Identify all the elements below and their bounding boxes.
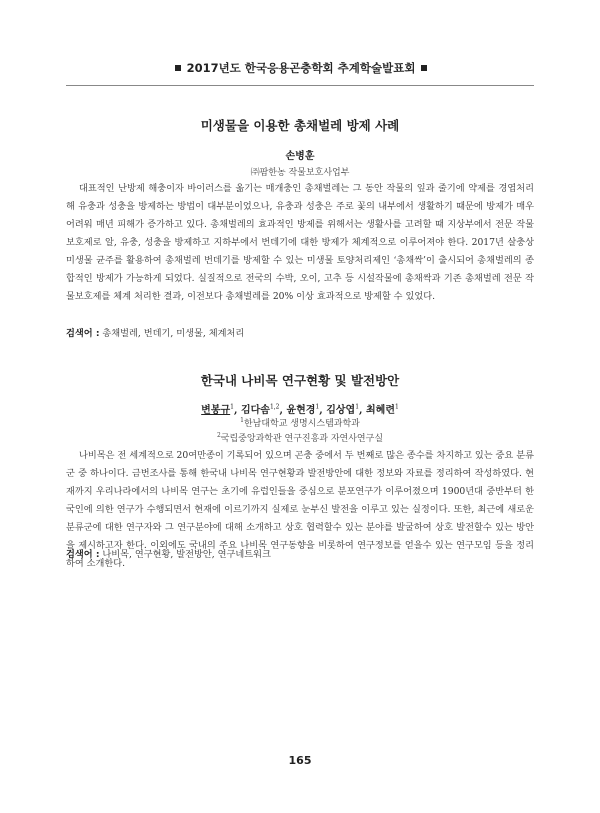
author-name: 최혜련 — [366, 405, 395, 416]
author-separator: , — [233, 405, 241, 416]
affiliation-text: 국립중앙과학관 연구진흥과 자연사연구실 — [220, 434, 384, 444]
article2-authors — [0, 401, 600, 416]
article2-abstract: 나비목은 전 세계적으로 20여만종이 기록되어 있으며 곤충 중에서 두 번째로 많은 종수를 차지하고 있는 중요 분류군 중 하나이다. 금번조사를 통해 한국내 나비목 연구현황과 발전방안에 대한 정보와 자료를 정리하여 작성하였다. 현재까지 우리나라에서의 나비목 연구는 초기에 유럽인들을 중심으로 분포연구가 이루어졌으며 1900년대 중반부터 한국인에 의한 연구가 수행되면서 현재에 이르기까지 실제로 눈부신 발전을 이루고 있는 실정이다. 또한, 최근에 새로운 분류군에 대한 연구자와 그 연구분야에 대해 소개하고 상호 협력할수 있는 분야를 발굴하여 상호 발전할수 있는 방안을 제시하고자 한다. 이외에도 국내의 주요 나비목 연구동향을 비롯하여 연구정보를 얻을수 있는 연구모임 등을 정리하여 소개한다. — [66, 450, 534, 569]
author-name: 윤현경 — [286, 405, 316, 416]
keywords-label: 검색어 : — [66, 549, 100, 560]
article2-title: 한국내 나비목 연구현황 및 발전방안 — [200, 373, 400, 388]
author-sup: 1,2 — [269, 403, 280, 411]
author-name: 김다솜 — [240, 405, 270, 416]
author-name: 변봉규 — [201, 405, 231, 416]
square-bullet-icon — [175, 65, 181, 71]
keywords-text: 총채벌레, 번데기, 미생물, 체계처리 — [99, 328, 245, 339]
article1-affiliation: ㈜팜한농 작물보호사업부 — [250, 168, 350, 178]
author-sup: 1 — [315, 403, 320, 411]
author — [201, 405, 241, 416]
author-separator: , — [279, 405, 287, 416]
header-title: 2017년도 한국응용곤충학회 추계학술발표회 — [186, 61, 416, 75]
author-sup: 1 — [355, 403, 360, 411]
affiliation-sup: 2 — [216, 432, 221, 439]
header-divider — [66, 85, 534, 86]
article1-keywords — [66, 325, 534, 339]
keywords-label: 검색어 : — [66, 328, 100, 339]
article1-title: 미생물을 이용한 총채벌레 방제 사례 — [200, 118, 400, 133]
article1-author: 손병훈 — [285, 151, 315, 162]
keywords-text: 나비목, 연구현황, 발전방안, 연구네트워크 — [99, 549, 271, 560]
affiliation-text: 한남대학교 생명시스템과학과 — [243, 419, 360, 429]
article2-keywords — [66, 546, 534, 560]
square-bullet-icon — [421, 65, 427, 71]
author — [366, 405, 399, 416]
author-separator: , — [319, 405, 327, 416]
proceedings-header — [175, 59, 427, 77]
affiliation-sup: 1 — [240, 417, 244, 424]
author-sup: 1 — [230, 403, 234, 411]
author-name: 김상엽 — [326, 405, 356, 416]
page-number: 165 — [288, 754, 312, 767]
author — [241, 405, 287, 416]
article1-abstract: 대표적인 난방제 해충이자 바이러스를 옮기는 매개충인 총채벌레는 그 동안 작물의 잎과 줄기에 약제를 경엽처리해 유충과 성충을 방제하는 방법이 대부분이었으나, 유충과 성충은 주로 꽃의 내부에서 생활하기 때문에 방제가 매우 어려워 매년 피해가 증가하고 있다. 총채벌레의 효과적인 방제를 위해서는 생활사를 고려할 때 지상부에서 전문 작물보호제로 알, 유충, 성충을 방제하고 지하부에서 번데기에 대한 방제가 체계적으로 이루어져야 한다. 2017년 살충상 미생물 균주를 활용하여 총채벌레 번데기를 방제할 수 있는 미생물 토양처리제인 ‘총채싹’이 출시되어 총채벌레의 종합적인 방제가 가능하게 되었다. 실질적으로 전국의 수박, 오이, 고추 등 시설작물에 총채싹과 기존 총채벌레 전문 작물보호제를 체계 처리한 결과, 이전보다 총채벌레를 20% 이상 효과적으로 방제할 수 있었다. — [66, 183, 534, 302]
author-separator: , — [359, 405, 367, 416]
author — [286, 405, 326, 416]
author-sup: 1 — [395, 403, 399, 411]
author — [326, 405, 366, 416]
article2-affiliation-2 — [0, 431, 600, 444]
article2-affiliation-1 — [0, 416, 600, 429]
